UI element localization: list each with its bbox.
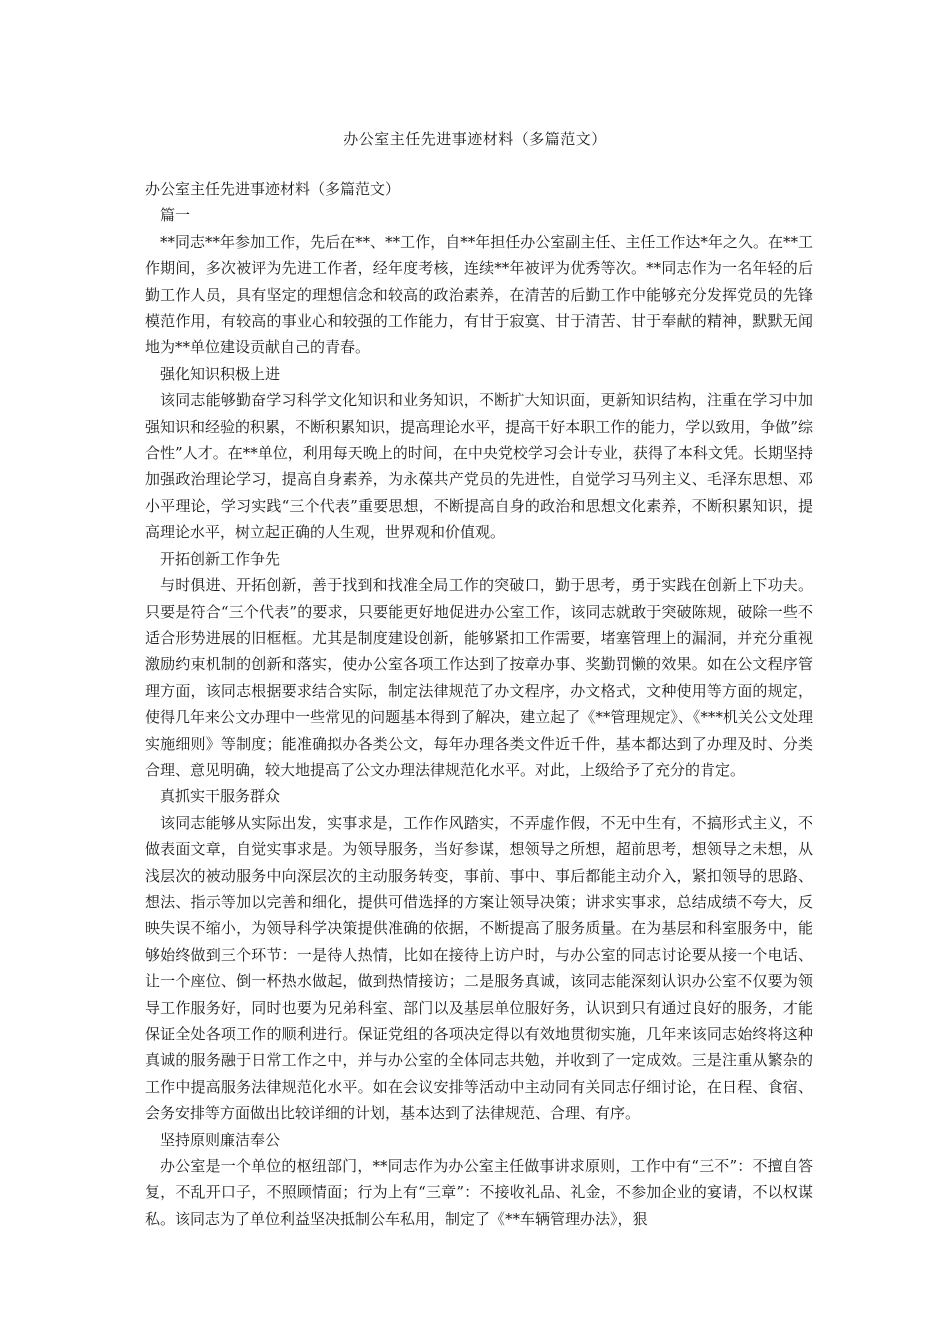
section-paragraph-innovation: 与时俱进、开拓创新，善于找到和找准全局工作的突破口，勤于思考，勇于实践在创新上下功夫。只要是符合“三个代表”的要求，只要能更好地促进办公室工作，该同志就敢于突破陈规，破除一些不适合形势进展的旧框框。尤其是制度建设创新，能够紧扣工作需要，堵塞管理上的漏洞，并充分重视激励约束机制的创新和落实，使办公室各项工作达到了按章办事、奖勤罚懒的效果。如在公文程序管理方面，该同志根据要求结合实际，制定法律规范了办文程序，办文格式，文种使用等方面的规定，使得几年来公文办理中一些常见的问题基本得到了解决，建立起了《**管理规定》、《***机关公文处理实施细则》等制度；能准确拟办各类公文，每年办理各类文件近千件，基本都达到了办理及时、分类合理、意见明确，较大地提高了公文办理法律规范化水平。对此，上级给予了充分的肯定。 [145, 576, 813, 779]
section-paragraph-knowledge: 该同志能够勤奋学习科学文化知识和业务知识，不断扩大知识面，更新知识结构，注重在学习中加强知识和经验的积累，不断积累知识，提高理论水平，提高干好本职工作的能力，学以致用，争做”综合性”人才。在**单位，利用每天晚上的时间，在中央党校学习会计专业，获得了本科文凭。长期坚持加强政治理论学习，提高自身素养，为永葆共产党员的先进性，自觉学习马列主义、毛泽东思想、邓小平理论，学习实践“三个代表”重要思想，不断提高自身的政治和思想文化素养，不断积累知识，提高理论水平，树立起正确的人生观，世界观和价值观。 [145, 391, 813, 542]
section-paragraph-integrity: 办公室是一个单位的枢纽部门，**同志作为办公室主任做事讲求原则，工作中有“三不”：不擅自答复，不乱开口子，不照顾情面；行为上有“三章”：不接收礼品、礼金，不参加企业的宴请，不以权谋私。该同志为了单位利益坚决抵制公车私用，制定了《**车辆管理办法》，狠 [145, 1157, 813, 1228]
intro-paragraph: **同志**年参加工作，先后在**、**工作，自**年担任办公室副主任、主任工作达*年之久。在**工作期间，多次被评为先进工作者，经年度考核，连续**年被评为优秀等次。**同志作为一名年轻的后勤工作人员，具有坚定的理想信念和较高的政治素养，在清苦的后勤工作中能够充分发挥党员的先锋模范作用，有较高的事业心和较强的工作能力，有甘于寂寞、甘于清苦、甘于奉献的精神，默默无闻地为**单位建设贡献自己的青春。 [145, 232, 813, 357]
section-heading-knowledge: 强化知识积极上进 [160, 364, 281, 383]
section-paragraph-service: 该同志能够从实际出发，实事求是，工作作风踏实，不弄虚作假，不无中生有，不搞形式主义，不做表面文章，自觉实事求是。为领导服务，当好参谋，想领导之所想，超前思考，想领导之未想，从浅层次的被动服务中向深层次的主动服务转变，事前、事中、事后都能主动介入，紧扣领导的思路、想法、指示等加以完善和细化，提供可借选择的方案让领导决策；讲求实事求，总结成绩不夸大，反映失误不缩小，为领导科学决策提供准确的依据，不断提高了服务质量。在为基层和科室服务中，能够始终做到三个环节：一是待人热情，比如在接待上访户时，与办公室的同志讨论要从接一个电话、让一个座位、倒一杯热水做起，做到热情接访；二是服务真诚，该同志能深刻认识办公室不仅要为领导工作服务好，同时也要为兄弟科室、部门以及基层单位服好务，认识到只有通过良好的服务，才能保证全处各项工作的顺利进行。保证党组的各项决定得以有效地贯彻实施，几年来该同志始终将这种真诚的服务融于日常工作之中，并与办公室的全体同志共勉，并收到了一定成效。三是注重从繁杂的工作中提高服务法律规范化水平。如在会议安排等活动中主动同有关同志仔细讨论，在日程、食宿、会务安排等方面做出比较详细的计划，基本达到了法律规范、合理、有序。 [145, 813, 813, 1123]
document-body [145, 176, 813, 1232]
section-heading-service: 真抓实干服务群众 [160, 787, 281, 806]
section-heading-integrity: 坚持原则廉洁奉公 [160, 1130, 281, 1149]
section-heading-innovation: 开拓创新工作争先 [160, 549, 281, 568]
document-title: 办公室主任先进事迹材料（多篇范文） [343, 130, 607, 148]
chapter-label: 篇一 [160, 206, 191, 225]
document-subtitle: 办公室主任先进事迹材料（多篇范文） [145, 180, 401, 198]
